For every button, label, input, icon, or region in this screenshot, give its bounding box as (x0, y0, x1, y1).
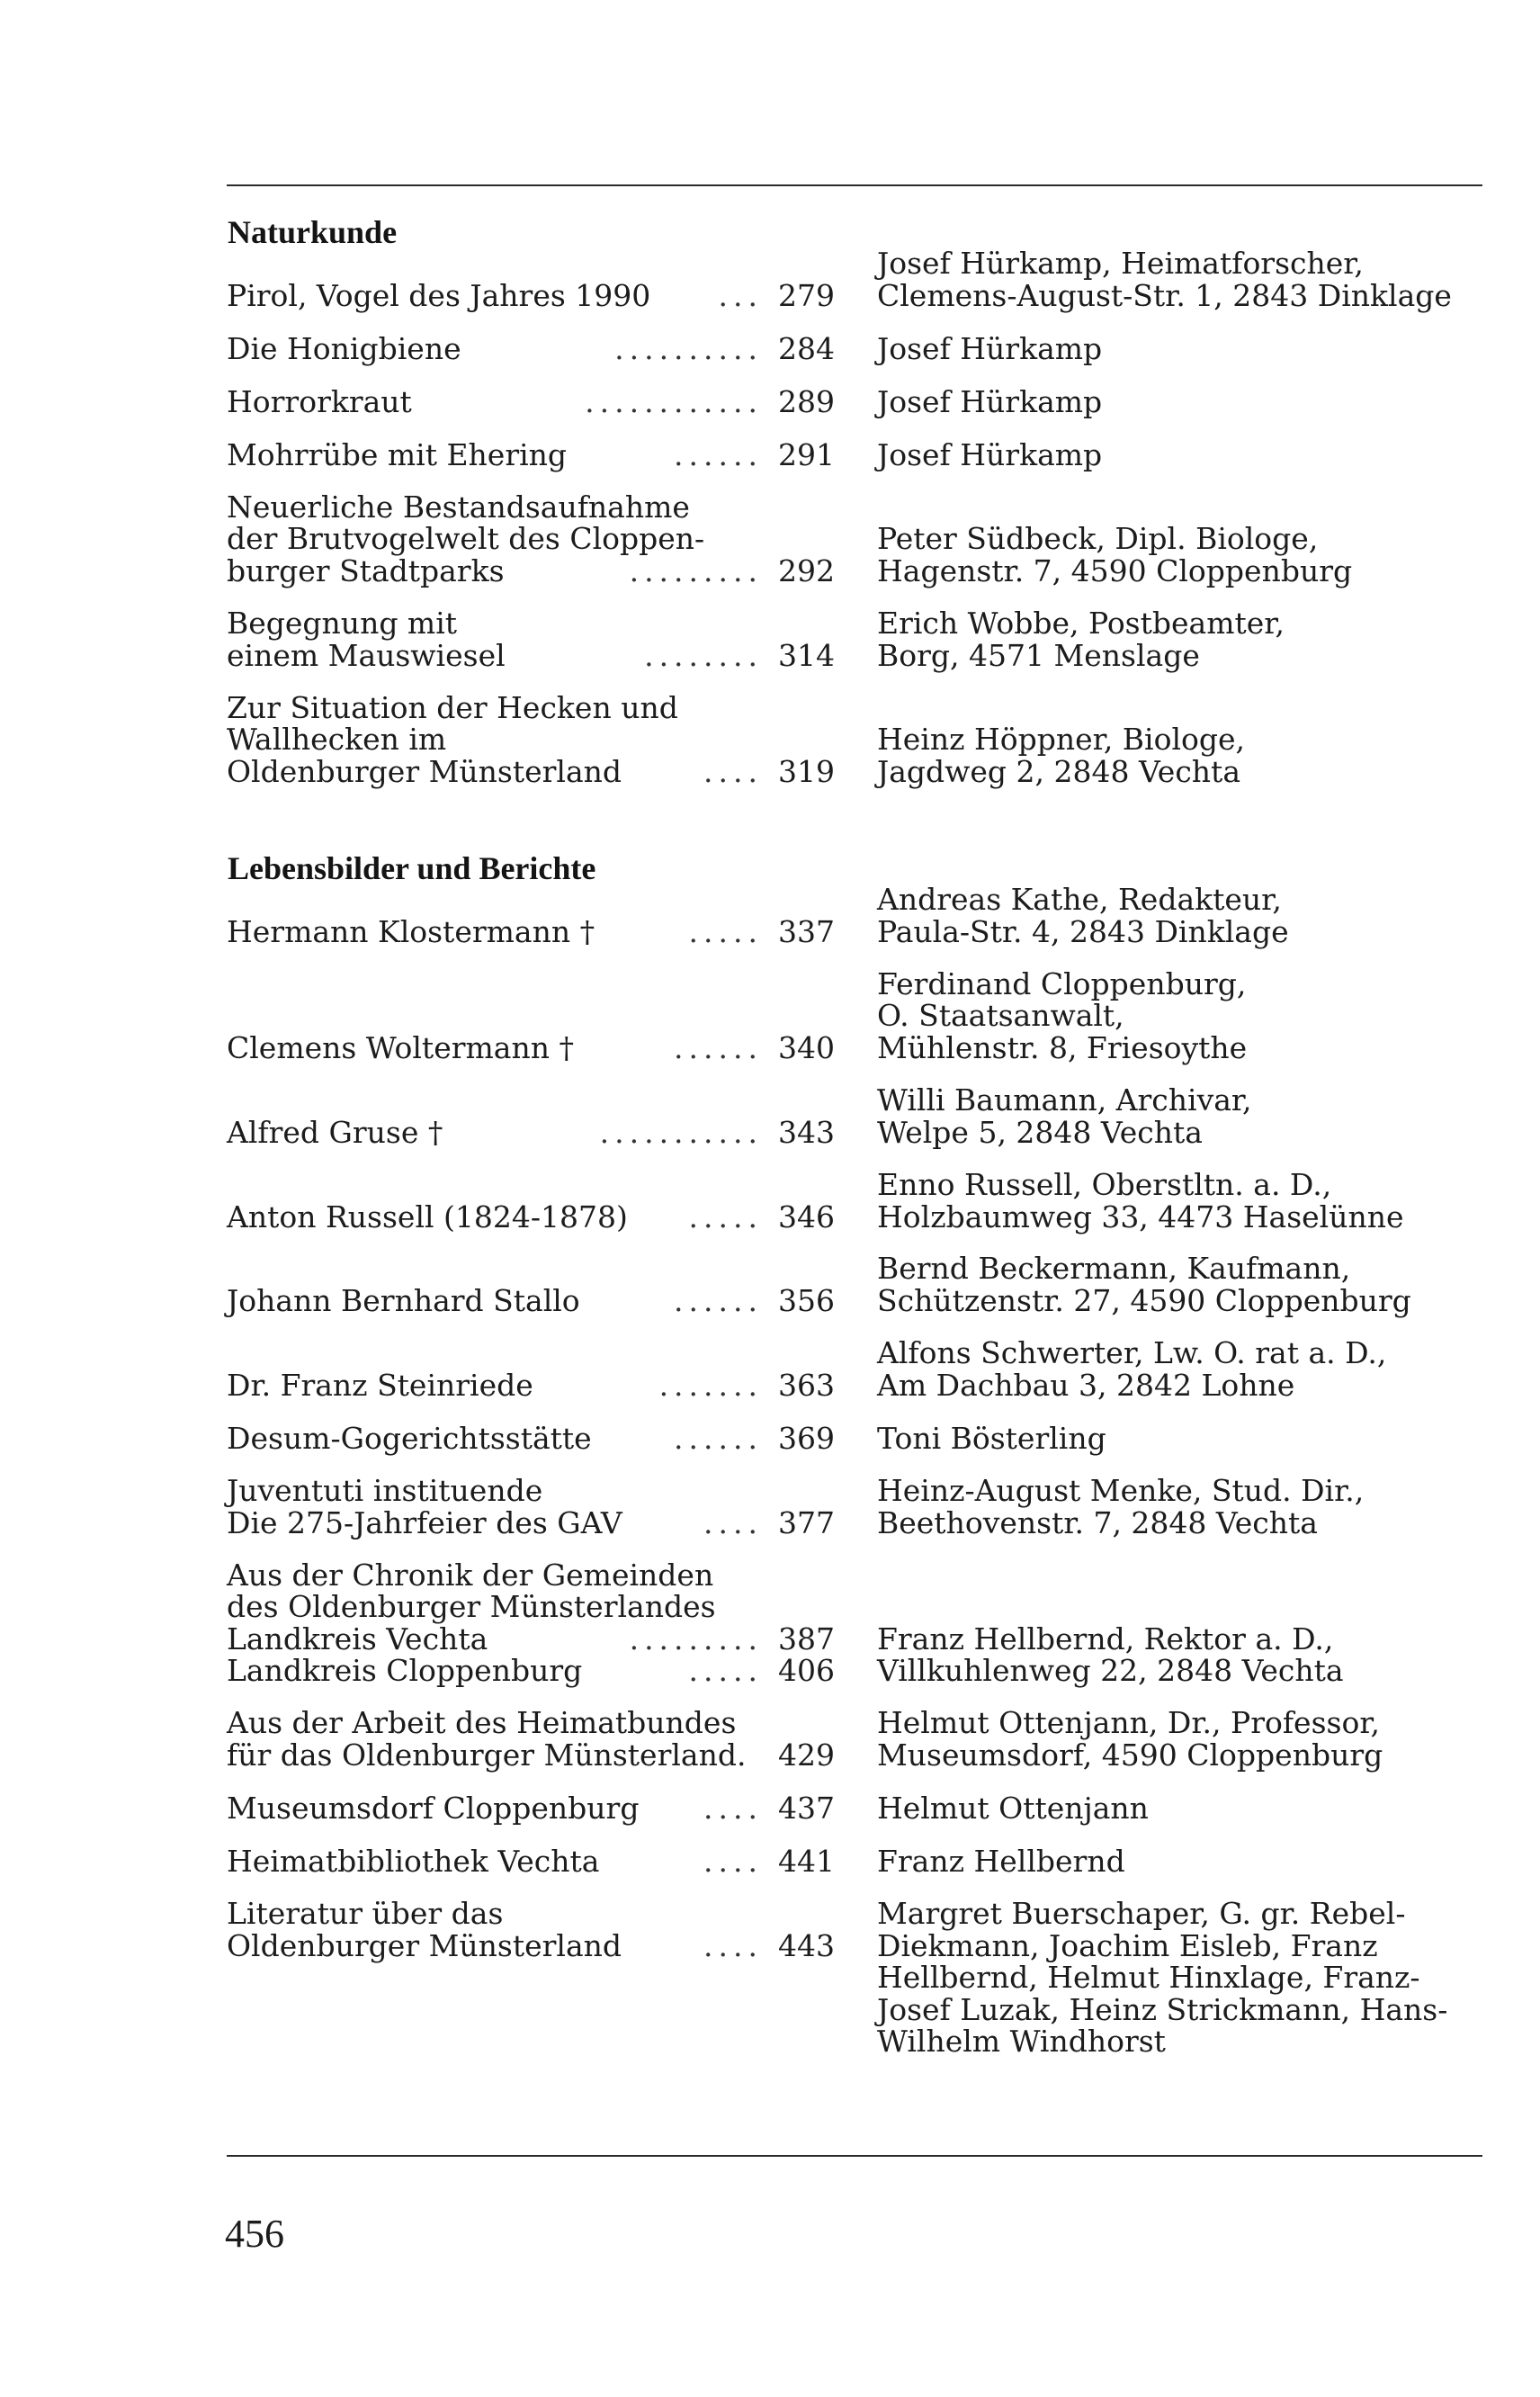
entry-author-block (877, 1898, 1489, 2058)
entry-title: einem Mauswiesel (227, 637, 506, 673)
entry-title: für das Oldenburger Münsterland. (227, 1737, 747, 1773)
author-line: Ferdinand Cloppenburg, (877, 965, 1247, 1001)
entry-page-number: 406 (778, 1652, 835, 1688)
entry-title: Juventuti instituende (227, 1473, 543, 1508)
author-line: Jagdweg 2, 2848 Vechta (877, 753, 1240, 789)
entry-title: Die Honigbiene (227, 330, 461, 366)
leader-dots: ..... (688, 1654, 763, 1686)
author-line: Erich Wobbe, Postbeamter, (877, 606, 1285, 641)
leader-dots: .... (703, 1845, 763, 1877)
entry-page-number: 284 (778, 330, 835, 366)
entry-title: Dr. Franz Steinriede (227, 1367, 533, 1403)
author-line: Josef Hürkamp (877, 383, 1103, 419)
author-line: Diekmann, Joachim Eisleb, Franz (877, 1927, 1378, 1963)
author-line: Toni Bösterling (877, 1420, 1106, 1456)
entry-title: Zur Situation der Hecken und (227, 689, 678, 725)
leader-dots: .... (703, 1929, 763, 1962)
leader-dots: ... (718, 279, 763, 311)
bottom-rule (227, 2155, 1482, 2157)
leader-dots: ...... (674, 1031, 763, 1064)
entry-page-number: 429 (778, 1737, 835, 1773)
entry-title: des Oldenburger Münsterlandes (227, 1589, 716, 1624)
entry-title: Alfred Gruse † (227, 1114, 443, 1150)
author-line: Franz Hellbernd (877, 1843, 1125, 1879)
entry-title: Heimatbibliothek Vechta (227, 1843, 600, 1879)
entry-title: Desum-Gogerichtsstätte (227, 1420, 592, 1456)
author-line: Franz Hellbernd, Rektor a. D., (877, 1620, 1334, 1656)
entry-title: Clemens Woltermann † (227, 1029, 574, 1065)
entry-title: Oldenburger Münsterland (227, 1927, 622, 1963)
entry-page-number: 279 (778, 277, 835, 313)
entry-title: Oldenburger Münsterland (227, 753, 622, 789)
entry-page-number: 363 (778, 1367, 835, 1403)
section-heading-lebensbilder: Lebensbilder und Berichte (228, 850, 596, 886)
author-line: Josef Hürkamp (877, 436, 1103, 472)
entry-title: Die 275-Jahrfeier des GAV (227, 1504, 622, 1540)
entry-title: burger Stadtparks (227, 552, 505, 588)
author-line: Beethovenstr. 7, 2848 Vechta (877, 1504, 1318, 1540)
entry-page-number: 377 (778, 1504, 835, 1540)
author-line: Borg, 4571 Menslage (877, 637, 1200, 673)
author-line: Josef Luzak, Heinz Strickmann, Hans- (877, 1991, 1448, 2027)
entry-page-number: 443 (778, 1927, 835, 1963)
entry-title: Landkreis Cloppenburg (227, 1652, 583, 1688)
entry-title: Pirol, Vogel des Jahres 1990 (227, 277, 651, 313)
entry-title: Hermann Klostermann † (227, 913, 595, 949)
entry-title: Aus der Arbeit des Heimatbundes (227, 1705, 737, 1740)
entry-page-number: 314 (778, 637, 835, 673)
author-line: Hagenstr. 7, 4590 Cloppenburg (877, 552, 1353, 588)
entry-title: Neuerliche Bestandsaufnahme (227, 489, 690, 525)
leader-dots: ..... (688, 915, 763, 947)
author-line: Helmut Ottenjann (877, 1790, 1149, 1826)
entry-page-number: 387 (778, 1620, 835, 1656)
author-line: Josef Hürkamp (877, 330, 1103, 366)
entry-page-number: 369 (778, 1420, 835, 1456)
leader-dots: ....... (658, 1369, 763, 1401)
entry-title: Horrorkraut (227, 383, 412, 419)
entry-title: Museumsdorf Cloppenburg (227, 1790, 640, 1826)
entry-page-number: 346 (778, 1198, 835, 1234)
author-line: Margret Buerschaper, G. gr. Rebel- (877, 1896, 1406, 1931)
entry-title: der Brutvogelwelt des Cloppen- (227, 521, 705, 556)
leader-dots: ............ (585, 385, 763, 417)
author-line: Andreas Kathe, Redakteur, (877, 882, 1282, 917)
entry-page-number: 291 (778, 436, 835, 472)
page-number: 456 (225, 2212, 284, 2256)
author-line: Bernd Beckermann, Kaufmann, (877, 1251, 1351, 1286)
author-line: Schützenstr. 27, 4590 Cloppenburg (877, 1282, 1411, 1318)
author-line: Heinz Höppner, Biologe, (877, 722, 1246, 757)
author-line: Willi Baumann, Archivar, (877, 1082, 1252, 1118)
author-line: O. Staatsanwalt, (877, 998, 1124, 1033)
entry-title-block (227, 1898, 835, 1962)
author-line: Peter Südbeck, Dipl. Biologe, (877, 521, 1319, 556)
entry-title: Mohrrübe mit Ehering (227, 436, 568, 472)
author-line: Paula-Str. 4, 2843 Dinklage (877, 913, 1289, 949)
entry-page-number: 356 (778, 1282, 835, 1318)
author-line: Holzbaumweg 33, 4473 Haselünne (877, 1198, 1404, 1234)
leader-dots: .... (703, 1791, 763, 1824)
entry-title: Anton Russell (1824-1878) (227, 1198, 628, 1234)
entry-title: Landkreis Vechta (227, 1620, 488, 1656)
entry-page-number: 319 (778, 753, 835, 789)
entry-title: Johann Bernhard Stallo (227, 1282, 580, 1318)
author-line: Clemens-August-Str. 1, 2843 Dinklage (877, 277, 1452, 313)
toc-entry (227, 0, 1482, 2059)
author-line: Helmut Ottenjann, Dr., Professor, (877, 1705, 1380, 1740)
leader-dots: .... (703, 755, 763, 787)
leader-dots: .......... (614, 332, 763, 364)
author-line: Museumsdorf, 4590 Cloppenburg (877, 1737, 1383, 1773)
entry-title: Begegnung mit (227, 606, 458, 641)
leader-dots: ...... (674, 438, 763, 471)
leader-dots: .... (703, 1506, 763, 1539)
author-line: Am Dachbau 3, 2842 Lohne (877, 1367, 1295, 1403)
entry-page-number: 441 (778, 1843, 835, 1879)
entry-title: Aus der Chronik der Gemeinden (227, 1557, 714, 1593)
author-line: Welpe 5, 2848 Vechta (877, 1114, 1203, 1150)
author-line: Alfons Schwerter, Lw. O. rat a. D., (877, 1335, 1387, 1370)
leader-dots: ........... (599, 1116, 763, 1148)
entry-page-number: 340 (778, 1029, 835, 1065)
entry-title: Literatur über das (227, 1896, 504, 1931)
leader-dots: ......... (629, 554, 763, 587)
leader-dots: ..... (688, 1200, 763, 1233)
author-line: Villkuhlenweg 22, 2848 Vechta (877, 1652, 1344, 1688)
entry-page-number: 289 (778, 383, 835, 419)
entry-title: Wallhecken im (227, 722, 447, 757)
section-heading-naturkunde: Naturkunde (228, 214, 398, 250)
leader-dots: ........ (644, 639, 763, 671)
leader-dots: ...... (674, 1422, 763, 1454)
entry-page-number: 337 (778, 913, 835, 949)
leader-dots: ...... (674, 1284, 763, 1316)
author-line: Wilhelm Windhorst (877, 2024, 1166, 2059)
author-line: Josef Hürkamp, Heimatforscher, (877, 246, 1364, 281)
entry-page-number: 437 (778, 1790, 835, 1826)
entry-page-number: 343 (778, 1114, 835, 1150)
title-line (227, 1898, 835, 1930)
leader-dots: ......... (629, 1622, 763, 1655)
author-line: Mühlenstr. 8, Friesoythe (877, 1029, 1248, 1065)
author-line: Hellbernd, Helmut Hinxlage, Franz- (877, 1960, 1420, 1995)
title-line (227, 1927, 835, 1963)
author-line: Heinz-August Menke, Stud. Dir., (877, 1473, 1365, 1508)
author-line: Enno Russell, Oberstltn. a. D., (877, 1167, 1332, 1202)
entry-page-number: 292 (778, 552, 835, 588)
